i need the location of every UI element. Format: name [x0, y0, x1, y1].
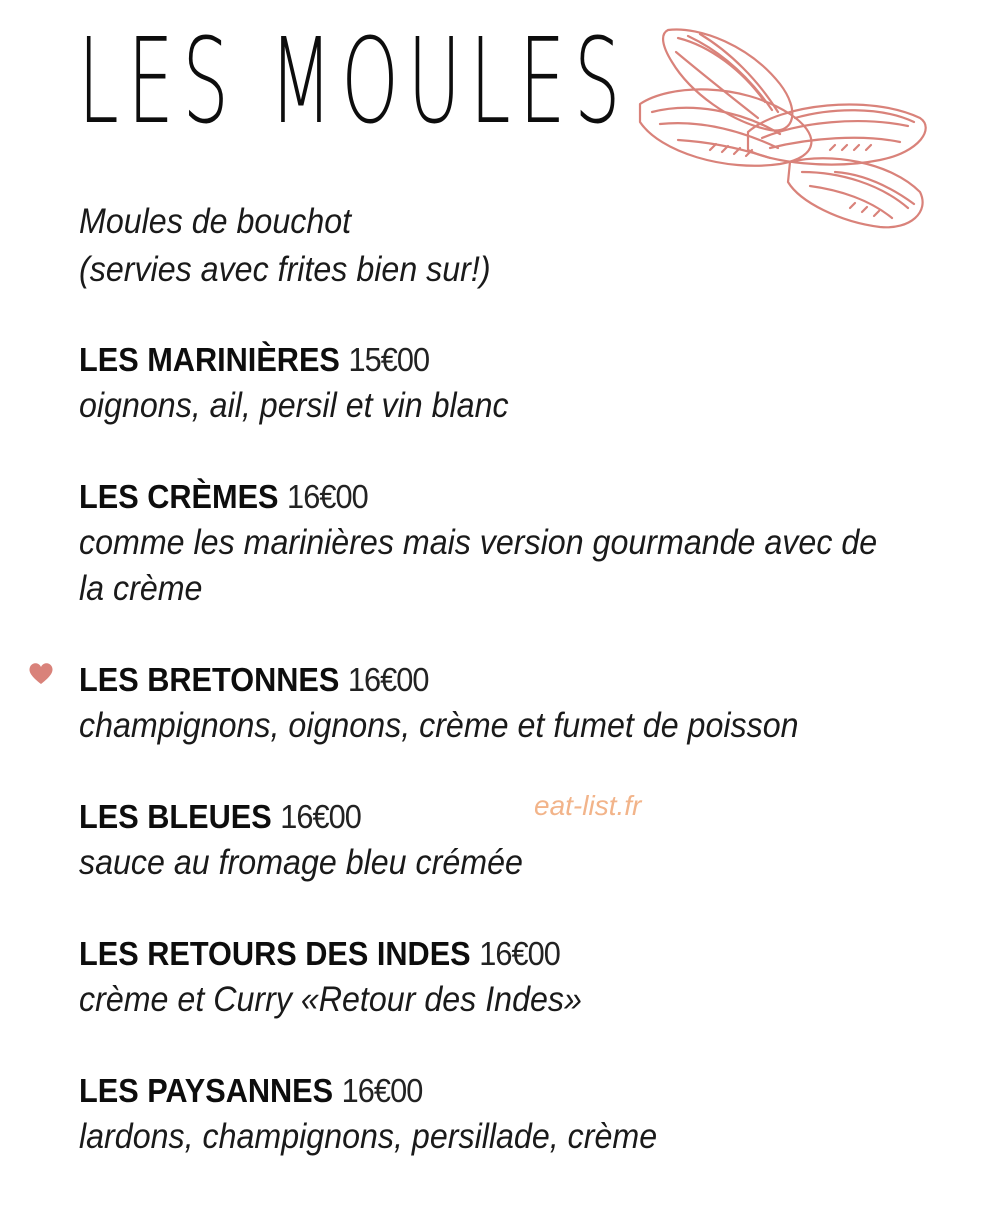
menu-item [79, 1068, 909, 1160]
menu-item-heading [79, 794, 851, 840]
menu-item [79, 794, 909, 886]
menu-item-heading [79, 931, 851, 977]
menu-item-description: lardons, champignons, persillade, crème [79, 1117, 658, 1156]
menu-item-price: 16€00 [341, 1072, 423, 1109]
menu-item-heading [79, 474, 851, 520]
menu-item-description: champignons, oignons, crème et fumet de poisson [79, 706, 799, 745]
menu-item-heading [79, 1068, 851, 1114]
watermark: eat-list.fr [534, 790, 642, 821]
intro-text [79, 198, 491, 294]
menu-item [79, 474, 909, 612]
menu-item-description: sauce au fromage bleu crémée [79, 843, 523, 882]
menu-item-heading [79, 337, 851, 383]
menu-item-price: 15€00 [348, 341, 430, 378]
menu-item-heading [79, 657, 851, 703]
menu-item-name: LES MARINIÈRES [79, 341, 340, 378]
menu-item-description: oignons, ail, persil et vin blanc [79, 386, 509, 425]
heart-icon [28, 662, 54, 686]
intro-line-2: (servies avec frites bien sur!) [79, 250, 491, 289]
menu-item-description: comme les marinières mais version gourmande avec de la crème [79, 523, 878, 608]
intro-line-1: Moules de bouchot [79, 202, 352, 241]
menu-item-price: 16€00 [287, 478, 368, 515]
menu-item-price: 16€00 [479, 935, 560, 972]
menu-item-price: 16€00 [347, 661, 429, 698]
page-title: LES MOULES [78, 12, 630, 150]
menu-item-name: LES RETOURS DES INDES [79, 935, 471, 972]
mussels-illustration-icon [630, 22, 935, 237]
menu-item-description: crème et Curry «Retour des Indes» [79, 980, 582, 1019]
menu-item-price: 16€00 [280, 798, 361, 835]
menu-item-name: LES PAYSANNES [79, 1072, 334, 1109]
menu-item-name: LES BRETONNES [79, 661, 340, 698]
menu-item [79, 657, 909, 749]
menu-item-name: LES BLEUES [79, 798, 272, 835]
menu-item [79, 931, 909, 1023]
menu-item [79, 337, 909, 429]
menu-item-name: LES CRÈMES [79, 478, 279, 515]
